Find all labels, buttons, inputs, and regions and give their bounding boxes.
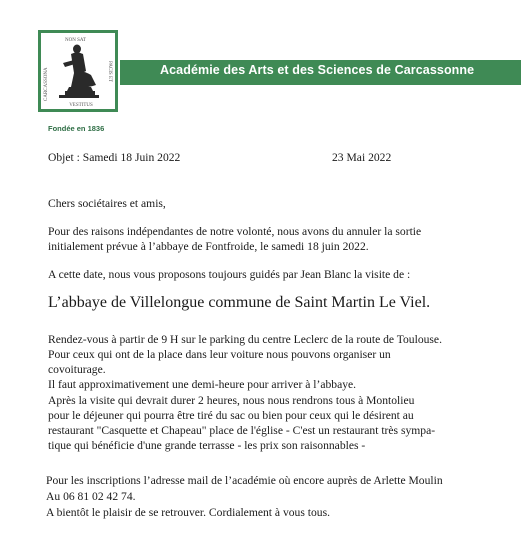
founded-label: Fondée en 1836: [48, 124, 105, 133]
academy-logo: [38, 30, 118, 112]
academy-title: Académie des Arts et des Sciences de Carcassonne: [160, 63, 475, 77]
para4-line: Après la visite qui devrait durer 2 heures, nous nous rendrons tous à Montolieu: [48, 394, 415, 407]
seal-left-text: CARCASSONA: [44, 67, 49, 101]
para1-line: initialement prévue à l’abbaye de Fontfroide, le samedi 18 juin 2022.: [48, 240, 369, 253]
para1-line: Pour des raisons indépendantes de notre volonté, nous avons du annuler la sortie: [48, 225, 422, 238]
para4-line: tique qui bénéficie d'une grande terrasse - les prix son raisonnables -: [48, 439, 366, 452]
para4-line: pour le déjeuner qui pourra être tiré du sac ou bien pour ceux qui le désirent au: [48, 409, 414, 422]
para3-line: Pour ceux qui ont de la place dans leur voiture nous pouvons organiser un: [48, 348, 391, 361]
para3-line: Rendez-vous à partir de 9 H sur le parking du centre Leclerc de la route de Toulouse.: [48, 333, 442, 346]
seal-bottom-text: VESTITUS: [69, 103, 93, 108]
para5-line: A bientôt le plaisir de se retrouver. Cordialement à vous tous.: [46, 506, 330, 519]
para5-line: Au 06 81 02 42 74.: [46, 490, 136, 503]
para2: A cette date, nous vous proposons toujours guidés par Jean Blanc la visite de :: [48, 268, 411, 281]
greeting: Chers sociétaires et amis,: [48, 197, 166, 210]
para3-line: Il faut approximativement une demi-heure pour arriver à l’abbaye.: [48, 378, 357, 391]
para5-line: Pour les inscriptions l’adresse mail de l’académie où encore auprès de Arlette Moulin: [46, 474, 443, 487]
letter-date: 23 Mai 2022: [332, 151, 392, 164]
seal-top-text: NON SAT: [65, 38, 86, 43]
para4-line: restaurant "Casquette et Chapeau" place de l'église - C'est un restaurant très sympa-: [48, 424, 436, 437]
seal-right-text: PACIS ET: [107, 61, 112, 83]
objet-line: Objet : Samedi 18 Juin 2022: [48, 151, 181, 164]
visit-heading: L’abbaye de Villelongue commune de Saint Martin Le Viel.: [48, 294, 431, 311]
para3-line: covoiturage.: [48, 363, 106, 376]
